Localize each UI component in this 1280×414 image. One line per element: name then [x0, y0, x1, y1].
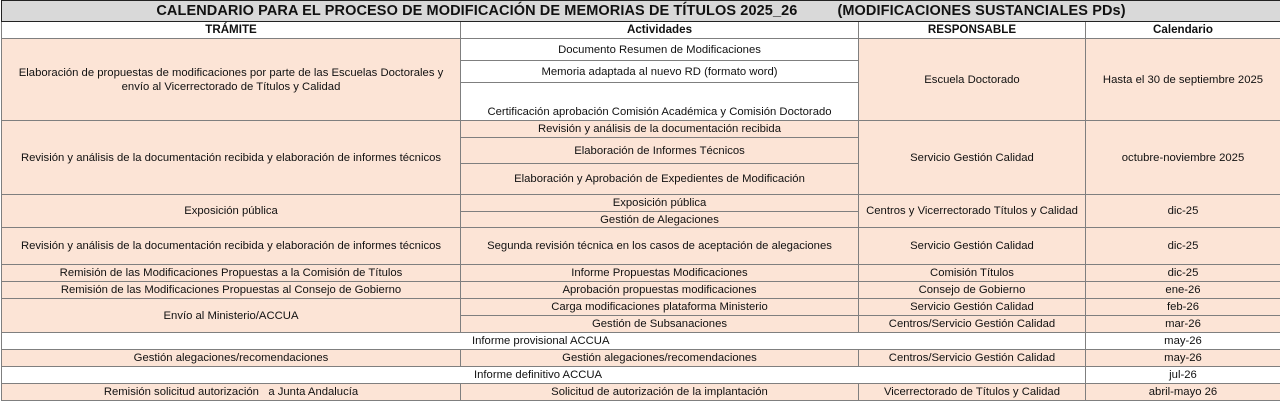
- r10-calendario: jul-26: [1086, 367, 1280, 384]
- r6-tramite: Remisión de las Modificaciones Propuestas al Consejo de Gobierno: [2, 282, 461, 299]
- r11-responsable: Vicerrectorado de Títulos y Calidad: [859, 384, 1086, 401]
- header-calendario: Calendario: [1086, 22, 1280, 39]
- r2-calendario: octubre-noviembre 2025: [1086, 121, 1280, 195]
- r6-responsable: Consejo de Gobierno: [859, 282, 1086, 299]
- r3-calendario: dic-25: [1086, 195, 1280, 228]
- r9-responsable: Centros/Servicio Gestión Calidad: [859, 350, 1086, 367]
- r5-tramite: Remisión de las Modificaciones Propuestas a la Comisión de Títulos: [2, 265, 461, 282]
- r1-tramite: Elaboración de propuestas de modificaciones por parte de las Escuelas Doctorales y envío al Vicerrectorado de Títulos y Calidad: [2, 39, 461, 121]
- r5-responsable: Comisión Títulos: [859, 265, 1086, 282]
- r9-tramite: Gestión alegaciones/recomendaciones: [2, 350, 461, 367]
- r1-calendario: Hasta el 30 de septiembre 2025: [1086, 39, 1280, 121]
- r7-activity-2: Gestión de Subsanaciones: [461, 316, 859, 333]
- title-sub: (MODIFICACIONES SUSTANCIALES PDs): [837, 3, 1126, 19]
- header-tramite: TRÁMITE: [2, 22, 461, 39]
- r3-tramite: Exposición pública: [2, 195, 461, 228]
- r4-responsable: Servicio Gestión Calidad: [859, 228, 1086, 265]
- r9-activity: Gestión alegaciones/recomendaciones: [461, 350, 859, 367]
- r11-calendario: abril-mayo 26: [1086, 384, 1280, 401]
- r6-calendario: ene-26: [1086, 282, 1280, 299]
- r8-calendario: may-26: [1086, 333, 1280, 350]
- calendar-table: [1, 0, 1280, 401]
- r1-responsable: Escuela Doctorado: [859, 39, 1086, 121]
- r3-responsable: Centros y Vicerrectorado Títulos y Calidad: [859, 195, 1086, 228]
- r4-activity: Segunda revisión técnica en los casos de aceptación de alegaciones: [461, 228, 859, 265]
- table-title: [2, 1, 1280, 22]
- r4-calendario: dic-25: [1086, 228, 1280, 265]
- r3-activity-2: Gestión de Alegaciones: [461, 212, 859, 228]
- r1-activity-3: Certificación aprobación Comisión Académica y Comisión Doctorado: [461, 83, 859, 121]
- r2-tramite: Revisión y análisis de la documentación recibida y elaboración de informes técnicos: [2, 121, 461, 195]
- title-main: CALENDARIO PARA EL PROCESO DE MODIFICACIÓN DE MEMORIAS DE TÍTULOS 2025_26: [156, 3, 798, 19]
- r2-responsable: Servicio Gestión Calidad: [859, 121, 1086, 195]
- r9-calendario: may-26: [1086, 350, 1280, 367]
- r11-activity: Solicitud de autorización de la implantación: [461, 384, 859, 401]
- r10-text: Informe definitivo ACCUA: [2, 367, 1086, 384]
- r7-tramite: Envío al Ministerio/ACCUA: [2, 299, 461, 333]
- r5-calendario: dic-25: [1086, 265, 1280, 282]
- r7-activity-1: Carga modificaciones plataforma Ministerio: [461, 299, 859, 316]
- r7-calendario-1: feb-26: [1086, 299, 1280, 316]
- r2-activity-3: Elaboración y Aprobación de Expedientes de Modificación: [461, 164, 859, 195]
- r1-activity-1: Documento Resumen de Modificaciones: [461, 39, 859, 61]
- r6-activity: Aprobación propuestas modificaciones: [461, 282, 859, 299]
- r1-activity-2: Memoria adaptada al nuevo RD (formato word): [461, 61, 859, 83]
- r8-text: Informe provisional ACCUA: [2, 333, 1086, 350]
- r4-tramite: Revisión y análisis de la documentación recibida y elaboración de informes técnicos: [2, 228, 461, 265]
- header-actividades: Actividades: [461, 22, 859, 39]
- header-responsable: RESPONSABLE: [859, 22, 1086, 39]
- r7-responsable-2: Centros/Servicio Gestión Calidad: [859, 316, 1086, 333]
- r2-activity-1: Revisión y análisis de la documentación recibida: [461, 121, 859, 138]
- r7-responsable-1: Servicio Gestión Calidad: [859, 299, 1086, 316]
- r3-activity-1: Exposición pública: [461, 195, 859, 212]
- r2-activity-2: Elaboración de Informes Técnicos: [461, 138, 859, 164]
- r11-tramite: Remisión solicitud autorización a Junta Andalucía: [2, 384, 461, 401]
- r7-calendario-2: mar-26: [1086, 316, 1280, 333]
- r5-activity: Informe Propuestas Modificaciones: [461, 265, 859, 282]
